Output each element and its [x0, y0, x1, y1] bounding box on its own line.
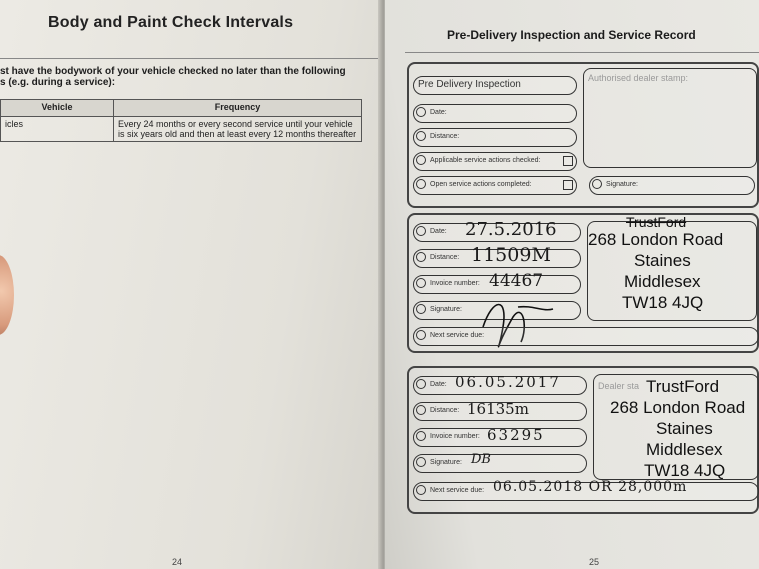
- circle-bullet-icon: [416, 131, 426, 141]
- service-1-date-value: 27.5.2016: [465, 219, 557, 240]
- checkbox-icon[interactable]: [563, 156, 573, 166]
- stamp-address-3: Middlesex: [646, 440, 723, 459]
- intro-line-2: s (e.g. during a service):: [0, 77, 116, 88]
- pdi-signature-field[interactable]: [589, 176, 755, 195]
- field-label: Date:: [430, 381, 447, 388]
- service-2-date-value: 06.05.2017: [455, 373, 561, 391]
- field-label: Date:: [430, 228, 447, 235]
- field-label: Next service due:: [430, 332, 485, 339]
- circle-bullet-icon: [416, 107, 426, 117]
- stamp-address-3: Middlesex: [624, 272, 701, 291]
- table-cell-frequency: Every 24 months or every second service until your vehicle is six years old and then at least every 12 months thereafter: [114, 117, 362, 142]
- field-label: Date:: [430, 109, 447, 116]
- service-2-invoice-value: 63295: [487, 426, 545, 444]
- page-title: Body and Paint Check Intervals: [48, 14, 294, 31]
- pdi-heading-label: Pre Delivery Inspection: [418, 79, 521, 90]
- field-label: Invoice number:: [430, 433, 480, 440]
- service-1-dealer-stamp: [587, 214, 757, 321]
- stamp-address-2: Staines: [656, 419, 713, 438]
- field-label: Invoice number:: [430, 280, 480, 287]
- table-header-vehicle: Vehicle: [1, 100, 114, 117]
- circle-bullet-icon: [416, 330, 426, 340]
- pdi-date-field[interactable]: [413, 104, 577, 123]
- field-label: Open service actions completed:: [430, 181, 532, 188]
- finger-image: [0, 255, 14, 335]
- pdi-distance-field[interactable]: [413, 128, 577, 147]
- service-1-distance-value: 11509M: [471, 244, 551, 266]
- stamp-label: Authorised dealer stamp:: [588, 73, 689, 83]
- service-2-signature-field[interactable]: [413, 454, 587, 473]
- stamp-dealer-name: TrustFord: [646, 377, 720, 396]
- stamp-address-1: 268 London Road: [588, 230, 724, 249]
- divider: [0, 58, 378, 59]
- field-label: Signature:: [430, 306, 462, 313]
- circle-bullet-icon: [416, 405, 426, 415]
- pdi-open-actions-field[interactable]: [413, 176, 577, 195]
- right-page: [385, 0, 759, 569]
- circle-bullet-icon: [416, 252, 426, 262]
- circle-bullet-icon: [416, 278, 426, 288]
- stamp-address-2: Staines: [634, 251, 691, 270]
- pdi-block: [407, 62, 759, 208]
- circle-bullet-icon: [416, 226, 426, 236]
- pdi-dealer-stamp-box: [583, 68, 757, 168]
- table-cell-vehicle: icles: [1, 117, 114, 142]
- stamp-postcode: TW18 4JQ: [644, 461, 726, 480]
- pdi-applicable-actions-field[interactable]: [413, 152, 577, 171]
- field-label: Distance:: [430, 407, 460, 414]
- service-2-dealer-stamp: [593, 374, 759, 480]
- interval-table: [0, 99, 362, 142]
- table-header-frequency: Frequency: [114, 100, 362, 117]
- intro-line-1: st have the bodywork of your vehicle checked no later than the following: [0, 66, 346, 77]
- stamp-label: Dealer sta: [598, 381, 640, 391]
- field-label: Distance:: [430, 133, 460, 140]
- service-record-1: [407, 213, 759, 353]
- page-number-left: 24: [172, 557, 183, 567]
- service-record-2: [407, 366, 759, 514]
- circle-bullet-icon: [416, 379, 426, 389]
- field-label: Next service due:: [430, 487, 485, 494]
- divider: [405, 52, 759, 53]
- pdi-heading: [413, 76, 577, 95]
- circle-bullet-icon: [416, 485, 426, 495]
- page-number-right: 25: [589, 557, 600, 567]
- stamp-dealer-name: TrustFord: [626, 214, 687, 230]
- field-label: Signature:: [430, 459, 462, 466]
- page-title: Pre-Delivery Inspection and Service Record: [447, 28, 696, 42]
- service-2-distance-value: 16135m: [467, 400, 529, 418]
- checkbox-icon[interactable]: [563, 180, 573, 190]
- circle-bullet-icon: [416, 155, 426, 165]
- service-2-signature-value: DB: [471, 452, 491, 467]
- circle-bullet-icon: [416, 304, 426, 314]
- table-header-row: [1, 100, 362, 117]
- stamp-address-1: 268 London Road: [610, 398, 746, 417]
- service-1-invoice-value: 44467: [489, 271, 544, 291]
- circle-bullet-icon: [416, 457, 426, 467]
- service-1-next-due-field[interactable]: [413, 327, 759, 346]
- service-2-next-due-value: 06.05.2018 OR 28,000m: [493, 479, 688, 495]
- field-label: Applicable service actions checked:: [430, 157, 541, 164]
- stamp-postcode: TW18 4JQ: [622, 293, 704, 312]
- field-label: Signature:: [606, 181, 638, 188]
- intro-text: [0, 66, 372, 88]
- circle-bullet-icon: [592, 179, 602, 189]
- service-1-signature-scribble: [473, 287, 563, 357]
- circle-bullet-icon: [416, 179, 426, 189]
- field-label: Distance:: [430, 254, 460, 261]
- circle-bullet-icon: [416, 431, 426, 441]
- table-row: [1, 117, 362, 142]
